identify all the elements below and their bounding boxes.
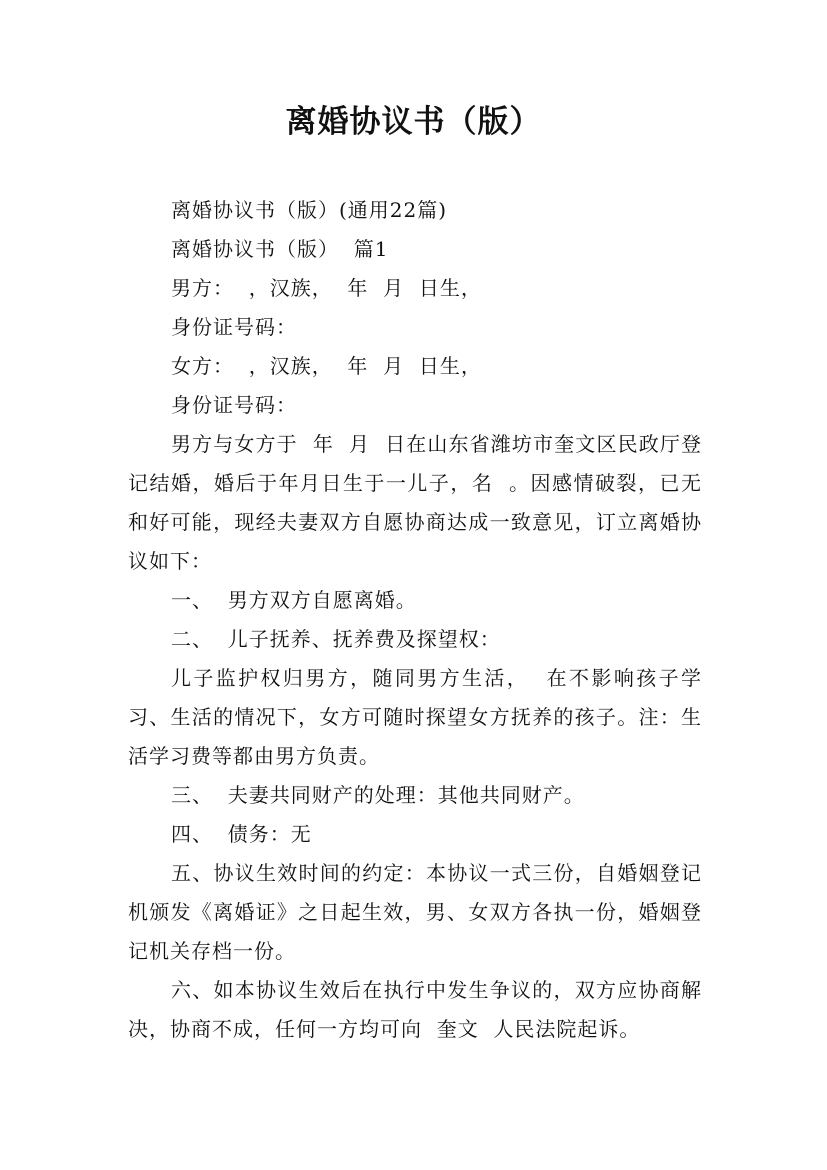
female-party-line: 女方： ，汉族， 年 月 日生， bbox=[171, 354, 482, 378]
clause-5: 五、协议生效时间的约定：本协议一式三份，自婚姻登记机颁发《离婚证》之日起生效，男、女双方各执一份，婚姻登记机关存档一份。 bbox=[128, 861, 702, 963]
marriage-statement: 男方与女方于 年 月 日在山东省潍坊市奎文区民政厅登记结婚，婚后于年月日生于一儿子，名 。因感情破裂，已无和好可能，现经夫妻双方自愿协商达成一致意见，订立离婚协议如下： bbox=[128, 432, 702, 573]
custody-paragraph: 儿子监护权归男方，随同男方生活， 在不影响孩子学习、生活的情况下，女方可随时探望女方抚养的孩子。注：生活学习费等都由男方负责。 bbox=[128, 666, 702, 768]
clause-2: 二、 儿子抚养、抚养费及探望权： bbox=[171, 627, 501, 651]
male-id-line: 身份证号码： bbox=[171, 315, 297, 339]
male-party-line: 男方： ，汉族， 年 月 日生， bbox=[171, 276, 482, 300]
document-title: 离婚协议书（版） bbox=[285, 104, 542, 140]
female-id-line: 身份证号码： bbox=[171, 393, 297, 417]
clause-3: 三、 夫妻共同财产的处理：其他共同财产。 bbox=[171, 783, 585, 807]
document-body bbox=[128, 191, 702, 1049]
clause-1: 一、 男方双方自愿离婚。 bbox=[171, 588, 417, 612]
clause-6: 六、如本协议生效后在执行中发生争议的，双方应协商解决，协商不成，任何一方均可向 奎文 人民法院起诉。 bbox=[128, 978, 702, 1041]
section-heading: 离婚协议书（版） 篇1 bbox=[171, 237, 389, 261]
document-subtitle: 离婚协议书（版）(通用22篇) bbox=[171, 198, 448, 222]
clause-4: 四、 债务：无 bbox=[171, 822, 312, 846]
